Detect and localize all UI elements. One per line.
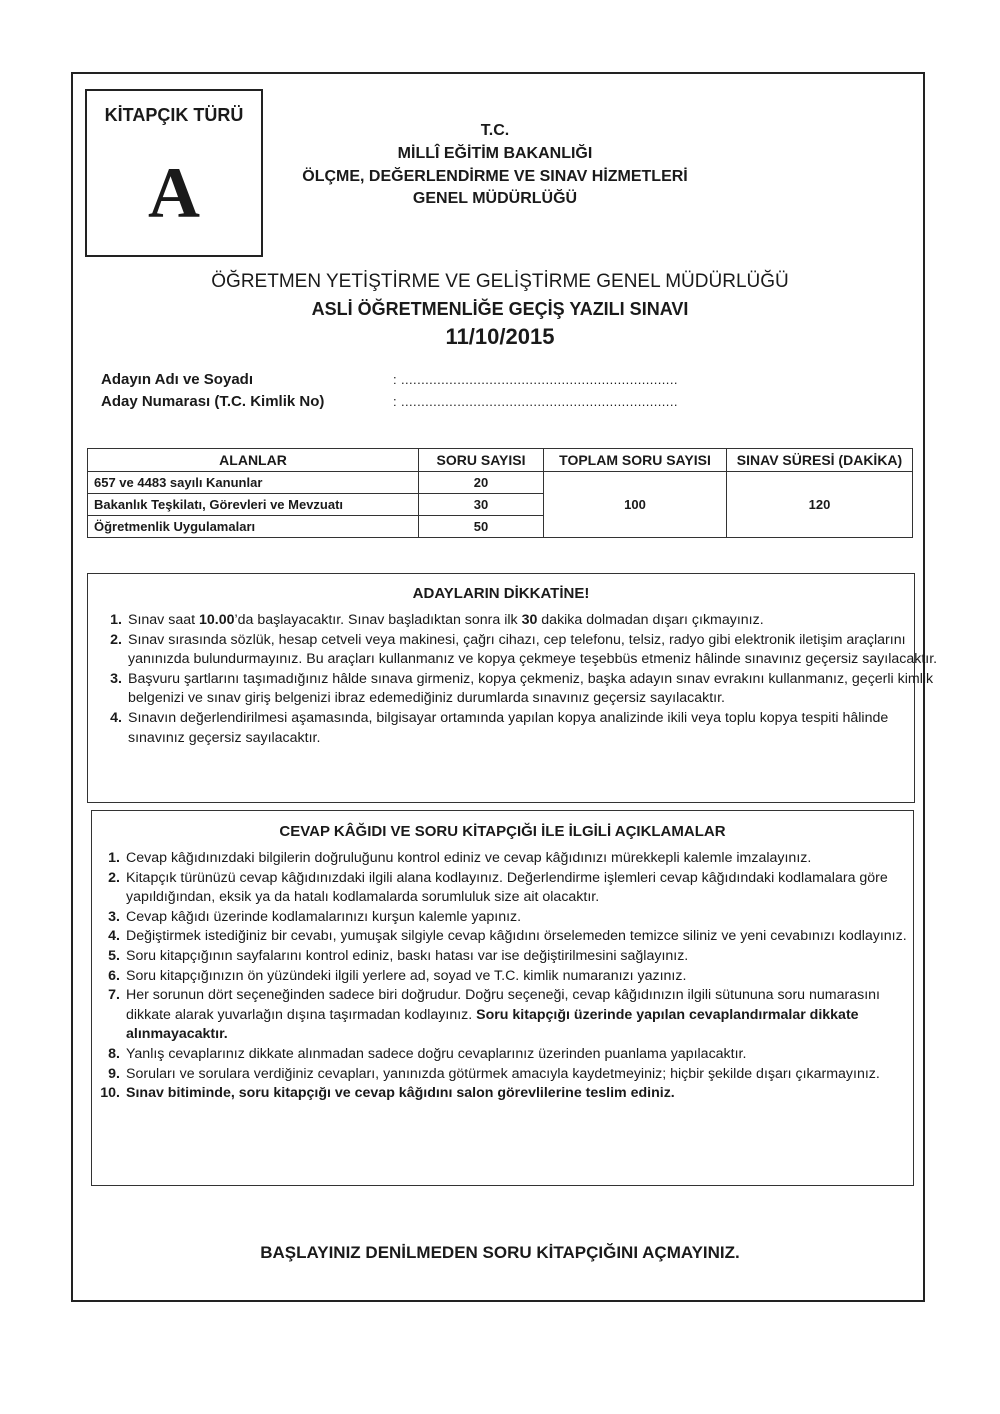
item-text: Soruları ve sorulara verdiğiniz cevapları, yanınızda götürmek amacıyla kaydetmeyiniz; hiçbir şekilde dışarı çıkarmayınız. (126, 1065, 880, 1082)
item-number: 1. (108, 850, 120, 866)
item-number: 3. (108, 908, 120, 925)
candidate-number-field[interactable]: : ..................................................................... (393, 394, 678, 409)
list-item (94, 1045, 914, 1065)
list-item (96, 670, 944, 709)
list-item (94, 849, 914, 869)
item-number: 2. (110, 631, 122, 648)
attention-title: ADAYLARIN DİKKATİNE! (412, 585, 590, 602)
exam-title: ASLİ ÖĞRETMENLİĞE GEÇİŞ YAZILI SINAVI (311, 299, 689, 319)
org-line-1: T.C. (480, 122, 510, 139)
item-text: Yanlış cevaplarınız dikkate alınmadan sadece doğru cevaplarınız üzerinden puanlama yapılacaktır. (126, 1045, 747, 1062)
item-text: Kitapçık türünüzü cevap kâğıdınızdaki ilgili alana kodlayınız. Değerlendirme işlemleri cevap kâğıdındaki kodlamalara göre yapıldığından, eksik ya da hatalı kodlamalarda sorumluluk size ait olacaktır. (126, 869, 888, 906)
candidate-number-label: Aday Numarası (T.C. Kimlik No) (101, 393, 325, 410)
org-line-4: GENEL MÜDÜRLÜĞÜ (412, 190, 578, 207)
fields-table-header (88, 449, 913, 472)
org-line-2: MİLLÎ EĞİTİM BAKANLIĞI (397, 145, 593, 162)
list-item (94, 967, 914, 987)
header-duration: SINAV SÜRESİ (DAKİKA) (727, 449, 913, 472)
item-number: 7. (108, 987, 120, 1004)
list-item (94, 986, 914, 1045)
duration-cell: 120 (727, 472, 913, 538)
area-cell: Bakanlık Teşkilatı, Görevleri ve Mevzuatı (88, 494, 419, 516)
item-number: 5. (108, 947, 120, 964)
header-question-count: SORU SAYISI (419, 449, 544, 472)
list-item (94, 1084, 914, 1104)
header-areas: ALANLAR (88, 449, 419, 472)
item-number: 3. (110, 670, 122, 687)
list-item (94, 947, 914, 967)
item-text: Her sorunun dört seçeneğinden sadece biri doğrudur. Doğru seçeneği, cevap kâğıdınızın ilgili sütununa soru numarasını dikkate alarak yuvarlağın dışına taşırmadan kodlayınız. (126, 987, 880, 1023)
list-item (96, 631, 944, 670)
exam-date: 11/10/2015 (445, 324, 555, 349)
attention-box (87, 573, 938, 803)
item-number: 4. (108, 928, 120, 945)
item-bold-minutes: 30 (521, 612, 538, 628)
list-item (96, 611, 944, 631)
fields-table (87, 448, 913, 538)
explanations-box (91, 810, 914, 1186)
item-text: Cevap kâğıdı üzerinde kodlamalarınızı kurşun kalemle yapınız. (126, 908, 522, 925)
count-cell: 30 (419, 494, 544, 516)
list-item (94, 927, 914, 947)
explanations-list (94, 849, 914, 1104)
area-cell: Öğretmenlik Uygulamaları (88, 516, 419, 538)
count-cell: 50 (419, 516, 544, 538)
area-cell: 657 ve 4483 sayılı Kanunlar (88, 472, 419, 494)
item-text: ’da başlayacaktır. Sınav başladıktan sonra ilk (234, 612, 522, 628)
item-number: 6. (108, 967, 120, 984)
item-text: Sınav saat (128, 612, 199, 628)
item-text: Başvuru şartlarını taşımadığınız hâlde sınava girmeniz, kopya çekmeniz, başka adayın sınav evrakını kullanmanız, geçerli kimlik belgenizi ve sınav giriş belgenizi ibraz edemediğiniz durumlarda sınavınız geçersiz sayılacaktır. (128, 670, 934, 707)
item-number: 8. (108, 1045, 120, 1062)
candidate-name-label: Adayın Adı ve Soyadı (101, 371, 253, 388)
item-text: Soru kitapçığının sayfalarını kontrol ediniz, baskı hatası var ise değiştirilmesini sağlayınız. (126, 947, 689, 964)
item-text: dakika dolmadan dışarı çıkmayınız. (537, 612, 764, 628)
booklet-type-letter: A (148, 153, 200, 233)
item-text: Sınav sırasında sözlük, hesap cetveli veya makinesi, çağrı cihazı, cep telefonu, telsiz, radyo gibi elektronik iletişim araçlarını yanınızda bulundurmayınız. Bu araçları kullanmanız ve kopya çekmeye teşebbüs etmeniz hâlinde sınavınız geçersiz sayılacaktır. (128, 631, 938, 668)
header-total-questions: TOPLAM SORU SAYISI (544, 449, 727, 472)
attention-list (96, 611, 944, 748)
department-title: ÖĞRETMEN YETİŞTİRME VE GELİŞTİRME GENEL MÜDÜRLÜĞÜ (211, 271, 789, 292)
do-not-open-warning: BAŞLAYINIZ DENİLMEDEN SORU KİTAPÇIĞINI AÇMAYINIZ. (260, 1243, 740, 1262)
list-item (96, 709, 944, 748)
item-number: 1. (110, 612, 122, 628)
org-line-3: ÖLÇME, DEĞERLENDİRME VE SINAV HİZMETLERİ (302, 168, 688, 185)
item-text: Soru kitapçığınızın ön yüzündeki ilgili yerlere ad, soyad ve T.C. kimlik numaranızı yazınız. (126, 967, 687, 984)
item-number: 9. (108, 1065, 120, 1082)
candidate-name-field[interactable]: : ..................................................................... (393, 372, 678, 387)
item-number: 4. (110, 709, 122, 726)
booklet-type-label: KİTAPÇIK TÜRÜ (104, 105, 244, 125)
item-bold-text: Soru kitapçığı üzerinde yapılan cevaplandırmalar dikkate alınmayacaktır. (126, 1006, 859, 1043)
list-item (94, 869, 914, 908)
explanations-title: CEVAP KÂĞIDI VE SORU KİTAPÇIĞI İLE İLGİLİ AÇIKLAMALAR (279, 823, 726, 840)
total-cell: 100 (544, 472, 727, 538)
item-text: Cevap kâğıdınızdaki bilgilerin doğruluğunu kontrol ediniz ve cevap kâğıdınızı mürekkepli kalemle imzalayınız. (126, 850, 812, 866)
item-number: 2. (108, 869, 120, 886)
item-bold-time: 10.00 (198, 612, 235, 628)
list-item (94, 1065, 914, 1085)
item-bold-text: Sınav bitiminde, soru kitapçığı ve cevap kâğıdını salon görevlilerine teslim ediniz. (126, 1085, 675, 1102)
list-item (94, 908, 914, 928)
item-text: Değiştirmek istediğiniz bir cevabı, yumuşak silgiyle cevap kâğıdını örselemeden temizce siliniz ve yeni cevabınızı kodlayınız. (126, 928, 907, 945)
count-cell: 20 (419, 472, 544, 494)
item-number: 10. (100, 1085, 120, 1102)
item-text: Sınavın değerlendirilmesi aşamasında, bilgisayar ortamında yapılan kopya analizinde ikili veya toplu kopya tespiti hâlinde sınavınız geçersiz sayılacaktır. (128, 709, 889, 746)
table-row (88, 472, 913, 494)
